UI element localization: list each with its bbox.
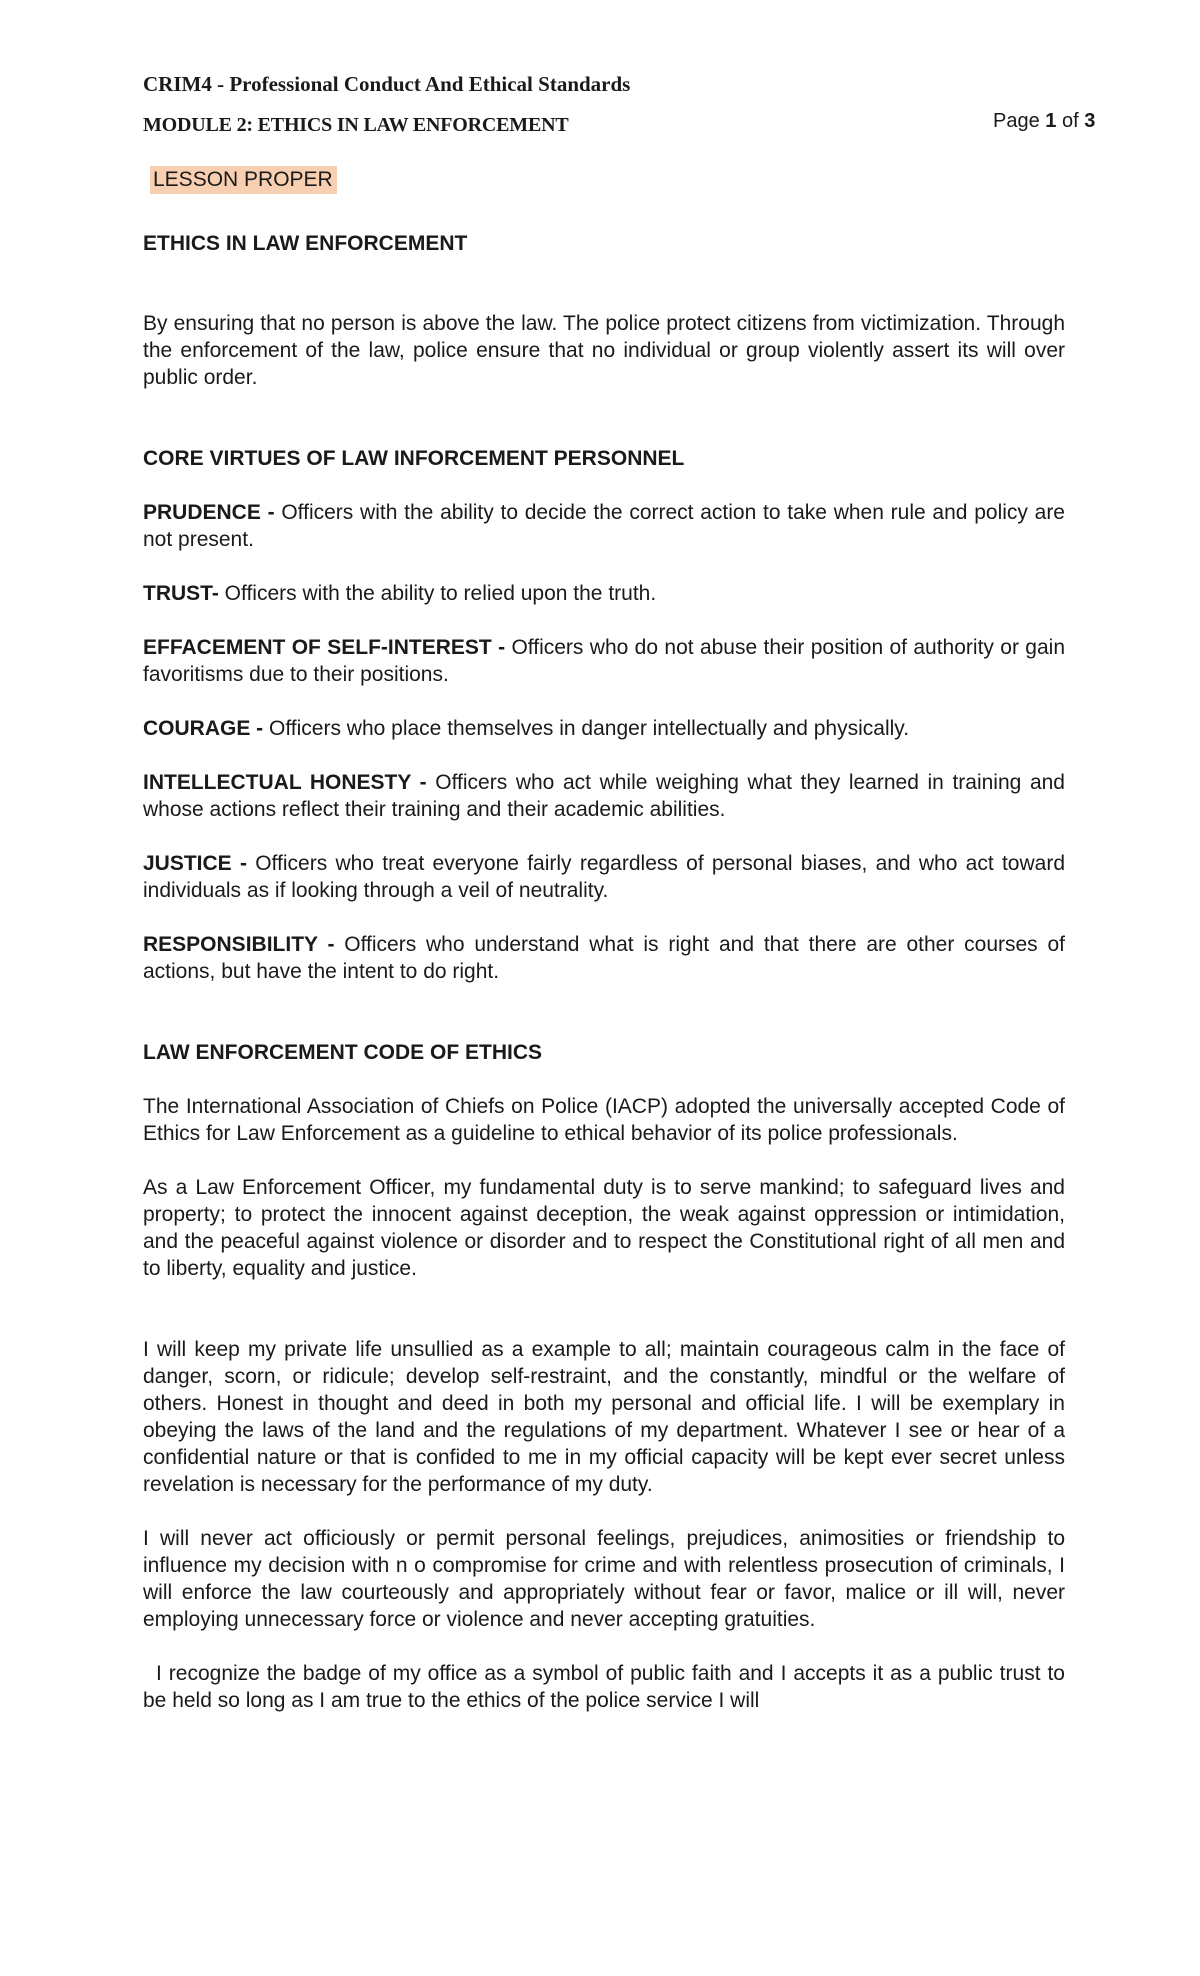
virtue-term: TRUST-	[143, 582, 219, 605]
virtue-term: COURAGE -	[143, 717, 264, 740]
page-number	[993, 110, 1095, 133]
virtue-prudence	[143, 499, 1065, 553]
virtue-justice	[143, 850, 1065, 904]
page-total: 3	[1084, 110, 1096, 132]
page-prefix: Page	[993, 110, 1046, 132]
virtue-text: Officers who do not abuse their position of authority or gain favoritisms due to their positions.	[143, 636, 1066, 686]
code-paragraph-4: I recognize the badge of my office as a symbol of public faith and I accepts it as a public trust to be held so long as I am true to the ethics of the police service I will	[143, 1662, 1065, 1712]
virtue-text: Officers who place themselves in danger intellectually and physically.	[263, 717, 910, 740]
code-paragraph-2: I will keep my private life unsullied as a example to all; maintain courageous calm in the face of danger, scorn, or ridicule; develop self-restraint, and the constantly, mindful or the welfare of others. Honest in thought and deed in both my personal and official life. I will be exemplary in obeying the laws of the land and the regulations of my department. Whatever I see or hear of a confidential nature or that is confided to me in my official capacity will be kept ever secret unless revelation is necessary for the performance of my duty.	[143, 1338, 1065, 1496]
section-heading-ethics: ETHICS IN LAW ENFORCEMENT	[143, 232, 468, 255]
virtue-text: Officers with the ability to relied upon the truth.	[218, 582, 657, 605]
virtue-text: Officers who understand what is right and that there are other courses of actions, but have the intent to do right.	[143, 933, 1066, 983]
document-body	[143, 230, 1065, 1714]
course-title: CRIM4 - Professional Conduct And Ethical Standards	[143, 72, 631, 96]
virtue-term: PRUDENCE -	[143, 501, 275, 524]
lesson-proper-label: LESSON PROPER	[150, 166, 337, 194]
virtue-courage	[143, 715, 1065, 742]
virtue-effacement	[143, 634, 1065, 688]
virtue-trust	[143, 580, 1065, 607]
virtue-responsibility	[143, 931, 1065, 985]
virtue-term: RESPONSIBILITY -	[143, 933, 335, 956]
virtue-intellectual-honesty	[143, 769, 1065, 823]
code-paragraph-1: As a Law Enforcement Officer, my fundamental duty is to serve mankind; to safeguard lives and property; to protect the innocent against deception, the weak against oppression or intimidation, and the peaceful against violence or disorder and to respect the Constitutional right of all men and to liberty, equality and justice.	[143, 1176, 1065, 1280]
code-paragraph-3: I will never act officiously or permit personal feelings, prejudices, animosities or friendship to influence my decision with n o compromise for crime and with relentless prosecution of criminals, I will enforce the law courteously and appropriately without fear or favor, malice or ill will, never employing unnecessary force or violence and never accepting gratuities.	[143, 1527, 1065, 1631]
virtue-text: Officers who act while weighing what they learned in training and whose actions reflect their training and their academic abilities.	[143, 771, 1065, 821]
virtue-term: EFFACEMENT OF SELF-INTEREST -	[143, 636, 506, 659]
section-heading-code-of-ethics: LAW ENFORCEMENT CODE OF ETHICS	[143, 1041, 542, 1064]
section-heading-core-virtues: CORE VIRTUES OF LAW INFORCEMENT PERSONNEL	[143, 447, 685, 470]
page-current: 1	[1045, 110, 1057, 132]
code-intro-paragraph: The International Association of Chiefs on Police (IACP) adopted the universally accepted Code of Ethics for Law Enforcement as a guideline to ethical behavior of its police professionals.	[143, 1095, 1065, 1145]
ethics-paragraph: By ensuring that no person is above the law. The police protect citizens from victimization. Through the enforcement of the law, police ensure that no individual or group violently assert its will over public order.	[143, 312, 1065, 389]
page-of: of	[1056, 110, 1085, 132]
virtue-text: Officers with the ability to decide the correct action to take when rule and policy are not present.	[143, 501, 1065, 551]
virtue-text: Officers who treat everyone fairly regardless of personal biases, and who act toward individuals as if looking through a veil of neutrality.	[143, 852, 1065, 902]
virtue-term: JUSTICE -	[143, 852, 247, 875]
virtue-term: INTELLECTUAL HONESTY -	[143, 771, 427, 794]
module-title: MODULE 2: ETHICS IN LAW ENFORCEMENT	[143, 114, 569, 136]
